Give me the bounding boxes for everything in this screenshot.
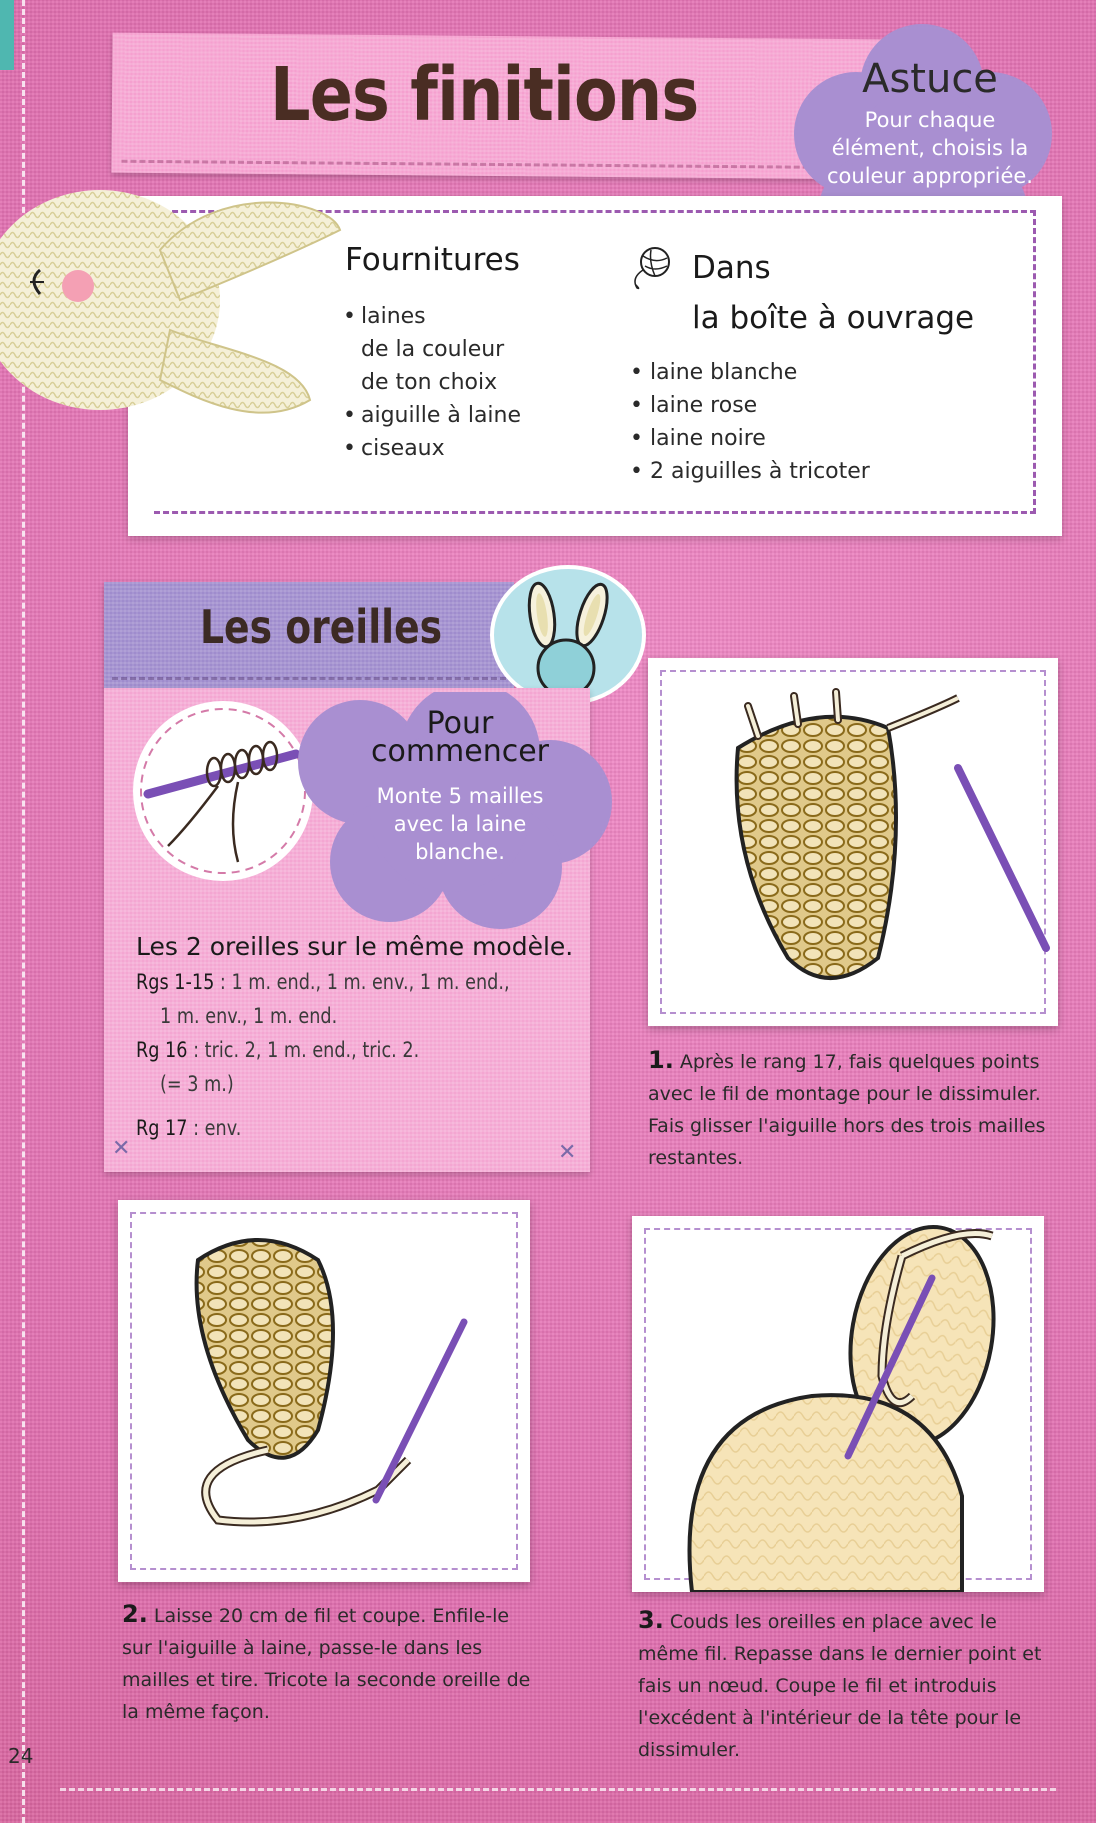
supplies-list	[343, 300, 521, 465]
list-item: • laines	[343, 304, 426, 329]
stitch-x-mark: ✕	[558, 1140, 577, 1165]
pattern-row: Rgs 1-15 : 1 m. end., 1 m. env., 1 m. end.,	[136, 970, 510, 994]
list-item: • aiguille à laine	[343, 403, 522, 428]
list-item: • laine noire	[630, 426, 766, 451]
page-title: Les finitions	[270, 52, 699, 138]
pattern-row: (= 3 m.)	[160, 1072, 234, 1096]
list-item: de ton choix	[361, 370, 498, 395]
page-number: 24	[8, 1744, 34, 1768]
astuce-text: Pour chaque élément, choisis la couleur appropriée.	[827, 108, 1033, 188]
pattern-row: 1 m. env., 1 m. end.	[160, 1004, 338, 1028]
list-item: • ciseaux	[343, 436, 445, 461]
start-text: Monte 5 mailles avec la laine blanche.	[376, 784, 544, 864]
start-title-line1: Pour	[426, 706, 494, 741]
toolbox-list	[630, 356, 870, 488]
step2-photo	[118, 1200, 530, 1582]
knitted-ear-on-needle-illustration	[648, 658, 1058, 1026]
list-item: • 2 aiguilles à tricoter	[630, 459, 870, 484]
bottom-stitching	[60, 1788, 1056, 1791]
step-3: 3. Couds les oreilles en place avec le même fil. Repasse dans le dernier point et fais un nœud. Coupe le fil et introduis l'excédent à l'intérieur de la tête pour le dissimuler.	[638, 1606, 1042, 1761]
start-title-line2: commencer	[370, 734, 550, 769]
sewing-ear-to-head-illustration	[632, 1216, 1044, 1592]
pattern-heading: Les 2 oreilles sur le même modèle.	[136, 932, 574, 961]
ears-title: Les oreilles	[200, 600, 443, 654]
step1-photo	[648, 658, 1058, 1026]
step3-photo	[632, 1216, 1044, 1592]
stitch-x-mark: ✕	[112, 1136, 131, 1161]
pattern-row: Rg 17 : env.	[136, 1116, 242, 1140]
yarn-ball-icon	[625, 244, 673, 292]
page-edge	[0, 0, 14, 70]
astuce-title: Astuce	[862, 56, 998, 102]
toolbox-heading-line2: la boîte à ouvrage	[692, 300, 975, 336]
pattern-row: Rg 16 : tric. 2, 1 m. end., tric. 2.	[136, 1038, 420, 1062]
bunny-head-photo	[0, 190, 360, 440]
ear-with-wool-needle-illustration	[118, 1200, 530, 1582]
step-1: 1. Après le rang 17, fais quelques points avec le fil de montage pour le dissimuler. Fais glisser l'aiguille hors des trois mailles restantes.	[648, 1046, 1046, 1169]
list-item: de la couleur	[361, 337, 505, 362]
toolbox-heading-line1: Dans	[692, 250, 771, 286]
supplies-heading: Fournitures	[345, 242, 520, 278]
list-item: • laine rose	[630, 393, 758, 418]
list-item: • laine blanche	[630, 360, 798, 385]
step-2: 2. Laisse 20 cm de fil et coupe. Enfile-le sur l'aiguille à laine, passe-le dans les mailles et tire. Tricote la seconde oreille de la même façon.	[122, 1600, 531, 1723]
